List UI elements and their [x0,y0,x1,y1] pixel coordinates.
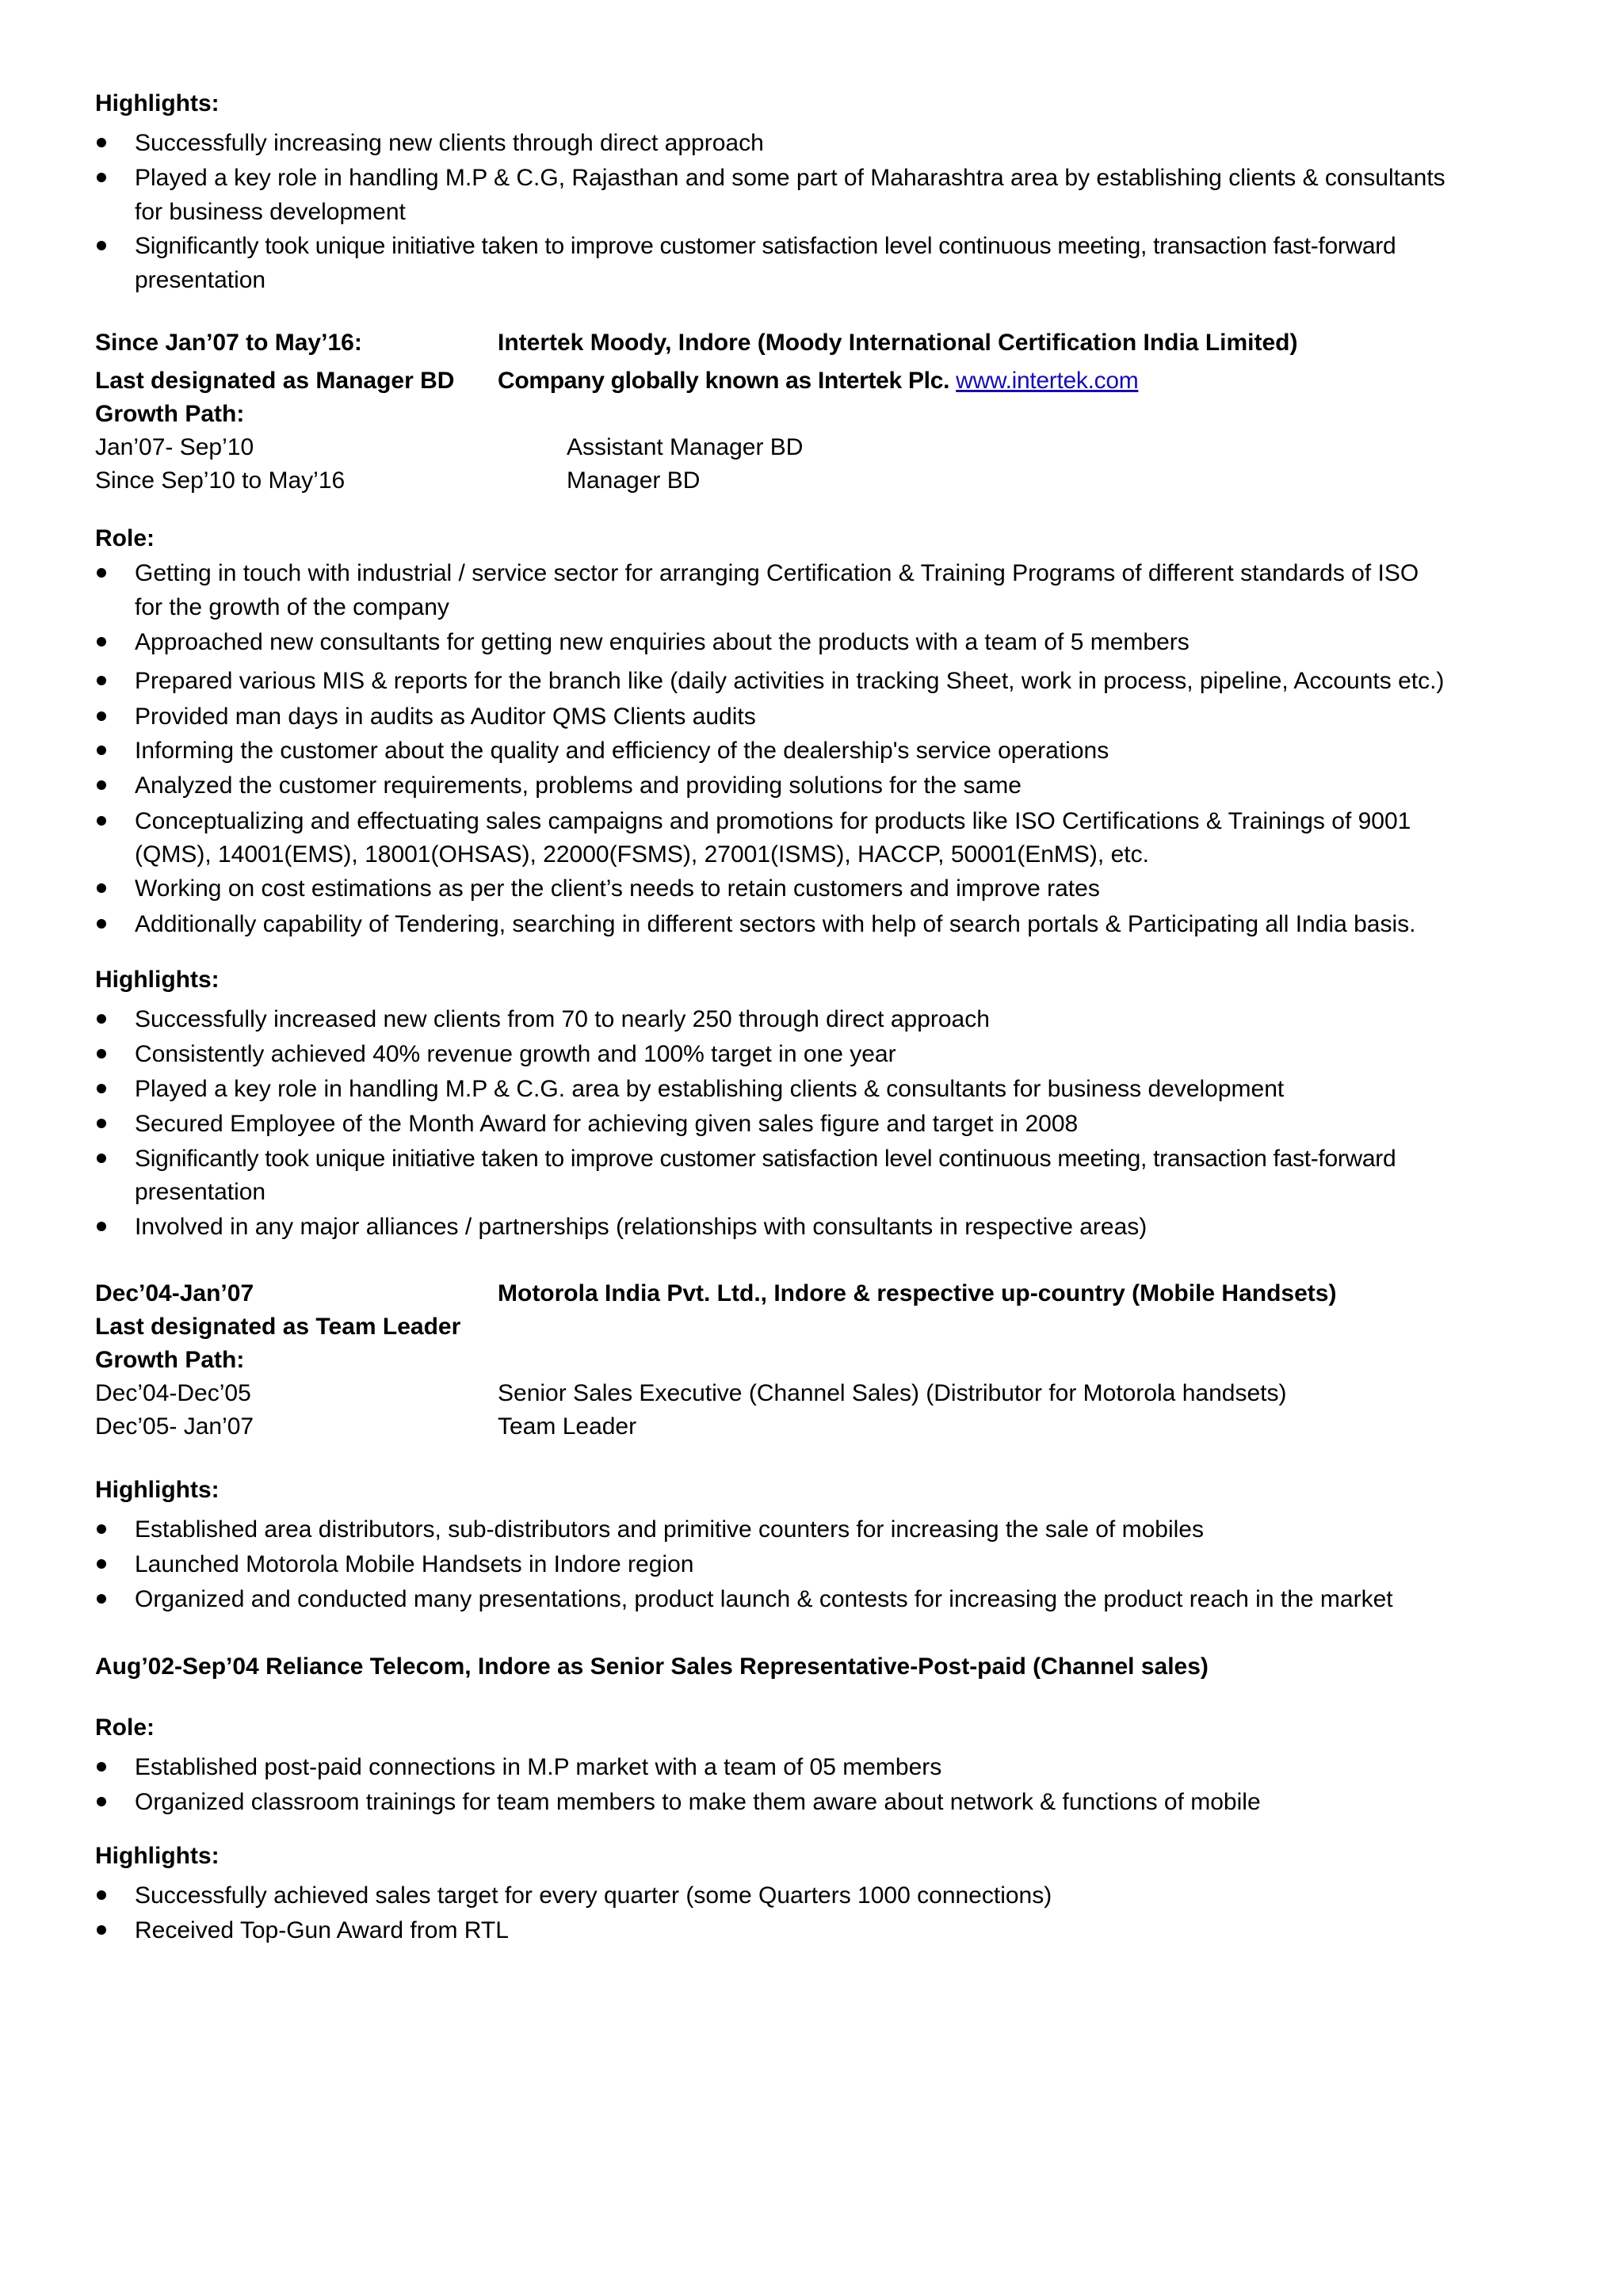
list-item-continuation: (QMS), 14001(EMS), 18001(OHSAS), 22000(FSMS), 27001(ISMS), HACCP, 50001(EnMS), etc. [135,841,1149,868]
bullet-icon [97,676,106,685]
list-item: Secured Employee of the Month Award for achieving given sales figure and target in 2008 [135,1111,1079,1137]
bullet-icon [97,568,106,578]
list-item: Significantly took unique initiative taken to improve customer satisfaction level continuous meeting, transaction fast-forward [135,233,1396,259]
bullet-icon [97,1925,106,1935]
list-item-continuation: for business development [135,199,406,225]
designation: Last designated as Team Leader [95,1314,461,1340]
highlights-heading: Highlights: [95,1843,220,1869]
list-item-continuation: presentation [135,1179,266,1205]
bullet-icon [97,1524,106,1534]
list-item: Successfully achieved sales target for every quarter (some Quarters 1000 connections) [135,1882,1052,1909]
bullet-icon [97,1119,106,1128]
bullet-icon [97,1084,106,1093]
bullet-icon [97,1014,106,1024]
bullet-icon [97,637,106,646]
growth-period: Since Sep’10 to May’16 [95,467,346,494]
bullet-icon [97,746,106,755]
list-item: Prepared various MIS & reports for the branch like (daily activities in tracking Sheet, work in process, pipeline, Accounts etc.) [135,668,1445,694]
list-item: Conceptualizing and effectuating sales campaigns and promotions for products like ISO Certifications & Trainings of 9001 [135,808,1411,834]
bullet-icon [97,138,106,147]
bullet-icon [97,1594,106,1604]
company-website-link[interactable]: www.intertek.com [956,368,1139,394]
job-heading: Aug’02-Sep’04 Reliance Telecom, Indore as Senior Sales Representative-Post-paid (Channel sales) [95,1653,1209,1680]
list-item-continuation: presentation [135,267,266,293]
company-note-text: Company globally known as Intertek Plc. [498,368,950,394]
list-item: Approached new consultants for getting new enquiries about the products with a team of 5 members [135,629,1190,655]
list-item: Analyzed the customer requirements, problems and providing solutions for the same [135,772,1022,799]
job-period: Dec’04-Jan’07 [95,1280,254,1306]
list-item: Informing the customer about the quality and efficiency of the dealership's service operations [135,738,1109,764]
bullet-icon [97,711,106,721]
company-note [498,369,1138,393]
bullet-icon [97,883,106,893]
list-item: Successfully increasing new clients through direct approach [135,130,764,156]
list-item: Launched Motorola Mobile Handsets in Indore region [135,1551,694,1577]
company-name: Motorola India Pvt. Ltd., Indore & respective up-country (Mobile Handsets) [498,1280,1337,1306]
role-heading: Role: [95,525,155,551]
bullet-icon [97,919,106,929]
list-item: Organized and conducted many presentations, product launch & contests for increasing the product reach in the market [135,1586,1393,1612]
list-item: Organized classroom trainings for team members to make them aware about network & functions of mobile [135,1789,1261,1815]
bullet-icon [97,1797,106,1806]
company-name: Intertek Moody, Indore (Moody International Certification India Limited) [498,330,1298,356]
growth-period: Dec’04-Dec’05 [95,1380,251,1406]
list-item: Significantly took unique initiative taken to improve customer satisfaction level continuous meeting, transaction fast-forward [135,1146,1396,1172]
list-item: Consistently achieved 40% revenue growth and 100% target in one year [135,1041,896,1067]
bullet-icon [97,1890,106,1900]
highlights-heading: Highlights: [95,1477,220,1503]
role-heading: Role: [95,1714,155,1741]
bullet-icon [97,241,106,250]
list-item: Additionally capability of Tendering, searching in different sectors with help of search portals & Participating all India basis. [135,911,1416,937]
growth-title: Manager BD [567,467,701,494]
growth-title: Team Leader [498,1413,637,1440]
growth-title: Senior Sales Executive (Channel Sales) (Distributor for Motorola handsets) [498,1380,1287,1406]
bullet-icon [97,173,106,182]
highlights-heading: Highlights: [95,967,220,993]
designation: Last designated as Manager BD [95,368,455,394]
highlights-heading: Highlights: [95,90,220,116]
growth-period: Dec’05- Jan’07 [95,1413,254,1440]
list-item: Played a key role in handling M.P & C.G, Rajasthan and some part of Maharashtra area by establishing clients & consultants [135,165,1445,191]
bullet-icon [97,780,106,790]
list-item: Established post-paid connections in M.P market with a team of 05 members [135,1754,942,1780]
bullet-icon [97,1762,106,1772]
bullet-icon [97,1154,106,1163]
growth-period: Jan’07- Sep’10 [95,434,254,460]
bullet-icon [97,816,106,826]
list-item: Played a key role in handling M.P & C.G. area by establishing clients & consultants for business development [135,1076,1285,1102]
bullet-icon [97,1049,106,1058]
growth-path-heading: Growth Path: [95,1347,245,1373]
list-item: Working on cost estimations as per the client’s needs to retain customers and improve rates [135,875,1100,902]
growth-path-heading: Growth Path: [95,401,245,427]
bullet-icon [97,1559,106,1569]
list-item: Established area distributors, sub-distributors and primitive counters for increasing the sale of mobiles [135,1516,1204,1543]
list-item-continuation: for the growth of the company [135,594,449,620]
bullet-icon [97,1222,106,1231]
list-item: Received Top-Gun Award from RTL [135,1917,509,1943]
growth-title: Assistant Manager BD [567,434,804,460]
list-item: Provided man days in audits as Auditor QMS Clients audits [135,704,756,730]
list-item: Involved in any major alliances / partnerships (relationships with consultants in respective areas) [135,1214,1148,1240]
job-period: Since Jan’07 to May’16: [95,330,362,356]
list-item: Getting in touch with industrial / service sector for arranging Certification & Training Programs of different standards of ISO [135,560,1419,586]
list-item: Successfully increased new clients from 70 to nearly 250 through direct approach [135,1006,990,1032]
